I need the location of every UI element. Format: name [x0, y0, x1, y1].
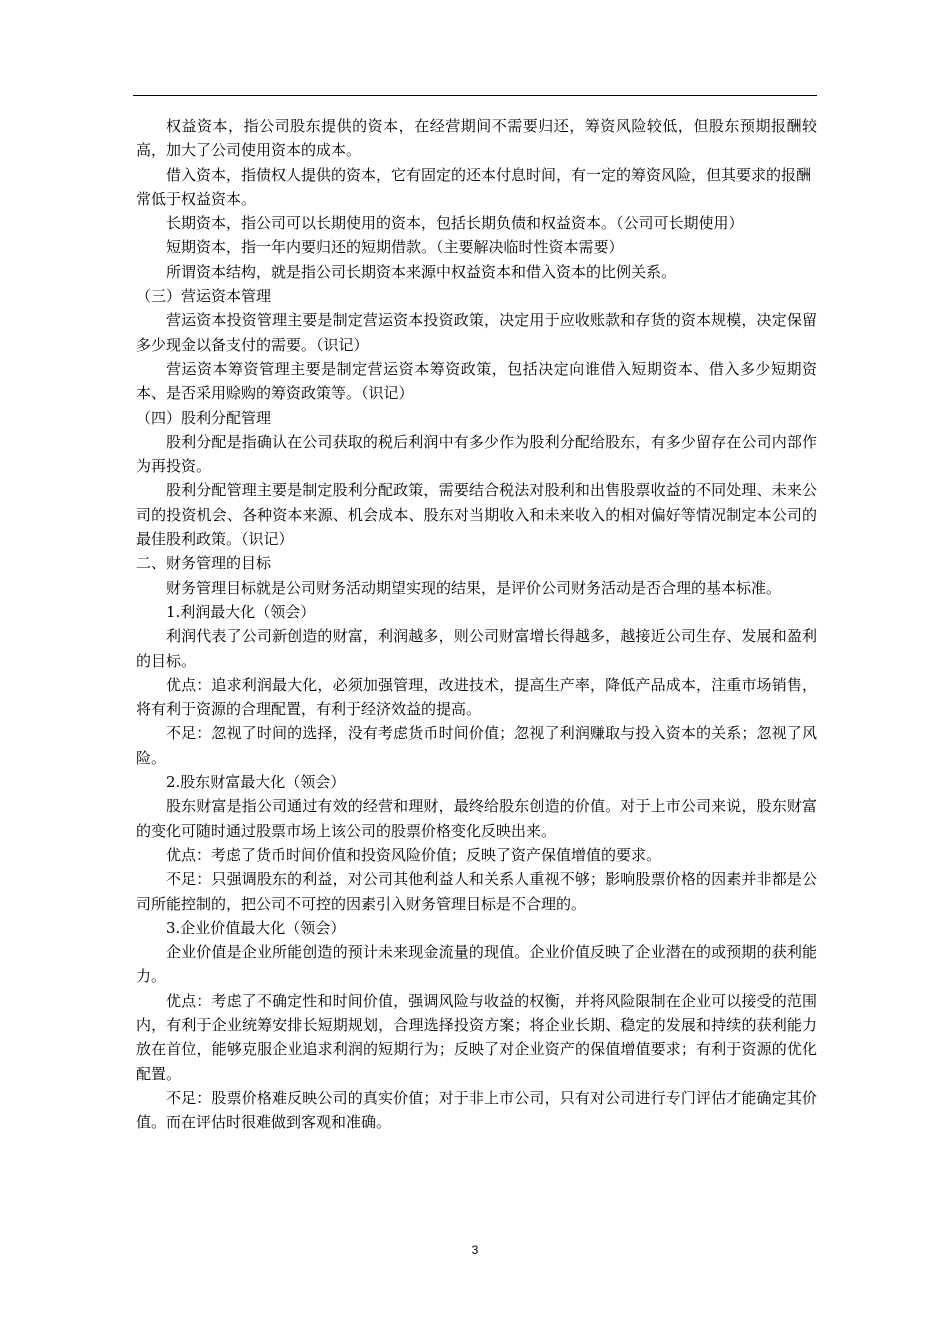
- paragraph: 权益资本，指公司股东提供的资本，在经营期间不需要归还，筹资风险较低，但股东预期报酬较高，加大了公司使用资本的成本。: [136, 117, 817, 160]
- paragraph: 长期资本，指公司可以长期使用的资本，包括长期负债和权益资本。（公司可长期使用）: [166, 214, 744, 233]
- paragraph: 优点：考虑了不确定性和时间价值，强调风险与收益的权衡，并将风险限制在企业可以接受的范围内，有利于企业统筹安排长短期规划，合理选择投资方案；将企业长期、稳定的发展和持续的获利能力放在首位，能够克服企业追求利润的短期行为；反映了对企业资产的保值增值要求；有利于资源的优化配置。: [136, 991, 817, 1083]
- paragraph: 股东财富是指公司通过有效的经营和理财，最终给股东创造的价值。对于上市公司来说，股东财富的变化可随时通过股票市场上该公司的股票价格变化反映出来。: [136, 797, 817, 840]
- subsection-heading: 3.企业价值最大化（领会）: [166, 918, 346, 937]
- paragraph: 营运资本筹资管理主要是制定营运资本筹资政策，包括决定向谁借入短期资本、借入多少短期资本、是否采用赊购的筹资政策等。（识记）: [136, 359, 817, 403]
- header-rule: [133, 95, 817, 96]
- page-number: 3: [471, 1243, 479, 1257]
- section-heading: 二、财务管理的目标: [136, 554, 272, 573]
- paragraph: 优点：追求利润最大化，必须加强管理，改进技术，提高生产率，降低产品成本，注重市场销售，将有利于资源的合理配置，有利于经济效益的提高。: [136, 675, 817, 719]
- subsection-heading: 2.股东财富最大化（领会）: [166, 773, 346, 792]
- paragraph: 常低于权益资本。: [136, 189, 257, 208]
- paragraph: 短期资本，指一年内要归还的短期借款。（主要解决临时性资本需要）: [166, 238, 624, 257]
- paragraph: 利润代表了公司新创造的财富，利润越多，则公司财富增长得越多，越接近公司生存、发展和盈利的目标。: [136, 627, 817, 670]
- paragraph: 不足：忽视了时间的选择，没有考虑货币时间价值；忽视了利润赚取与投入资本的关系；忽视了风险。: [136, 724, 817, 767]
- section-heading: （三）营运资本管理: [136, 287, 272, 306]
- document-body: [136, 114, 817, 1134]
- paragraph: 财务管理目标就是公司财务活动期望实现的结果，是评价公司财务活动是否合理的基本标准。: [166, 578, 782, 597]
- paragraph: 借入资本，指债权人提供的资本，它有固定的还本付息时间，有一定的筹资风险，但其要求的报酬: [166, 165, 812, 184]
- subsection-heading: 1.利润最大化（领会）: [166, 602, 316, 621]
- section-heading: （四）股利分配管理: [136, 408, 272, 427]
- paragraph: 优点：考虑了货币时间价值和投资风险价值；反映了资产保值增值的要求。: [166, 845, 662, 864]
- paragraph: 不足：股票价格难反映公司的真实价值；对于非上市公司，只有对公司进行专门评估才能确定其价值。而在评估时很难做到客观和准确。: [136, 1088, 817, 1132]
- paragraph: 股利分配管理主要是制定股利分配政策，需要结合税法对股利和出售股票收益的不同处理、未来公司的投资机会、各种资本来源、机会成本、股东对当期收入和未来收入的相对偏好等情况制定本公司的最佳股利政策。（识记）: [136, 481, 817, 549]
- paragraph: 不足：只强调股东的利益，对公司其他利益人和关系人重视不够；影响股票价格的因素并非都是公司所能控制的，把公司不可控的因素引入财务管理目标是不合理的。: [136, 870, 817, 913]
- paragraph: 股利分配是指确认在公司获取的税后利润中有多少作为股利分配给股东，有多少留存在公司内部作为再投资。: [136, 432, 817, 476]
- paragraph: 所谓资本结构，就是指公司长期资本来源中权益资本和借入资本的比例关系。: [166, 262, 677, 281]
- paragraph: 企业价值是企业所能创造的预计未来现金流量的现值。企业价值反映了企业潜在的或预期的获利能力。: [136, 943, 817, 986]
- paragraph: 营运资本投资管理主要是制定营运资本投资政策，决定用于应收账款和存货的资本规模，决定保留多少现金以备支付的需要。（识记）: [136, 311, 817, 354]
